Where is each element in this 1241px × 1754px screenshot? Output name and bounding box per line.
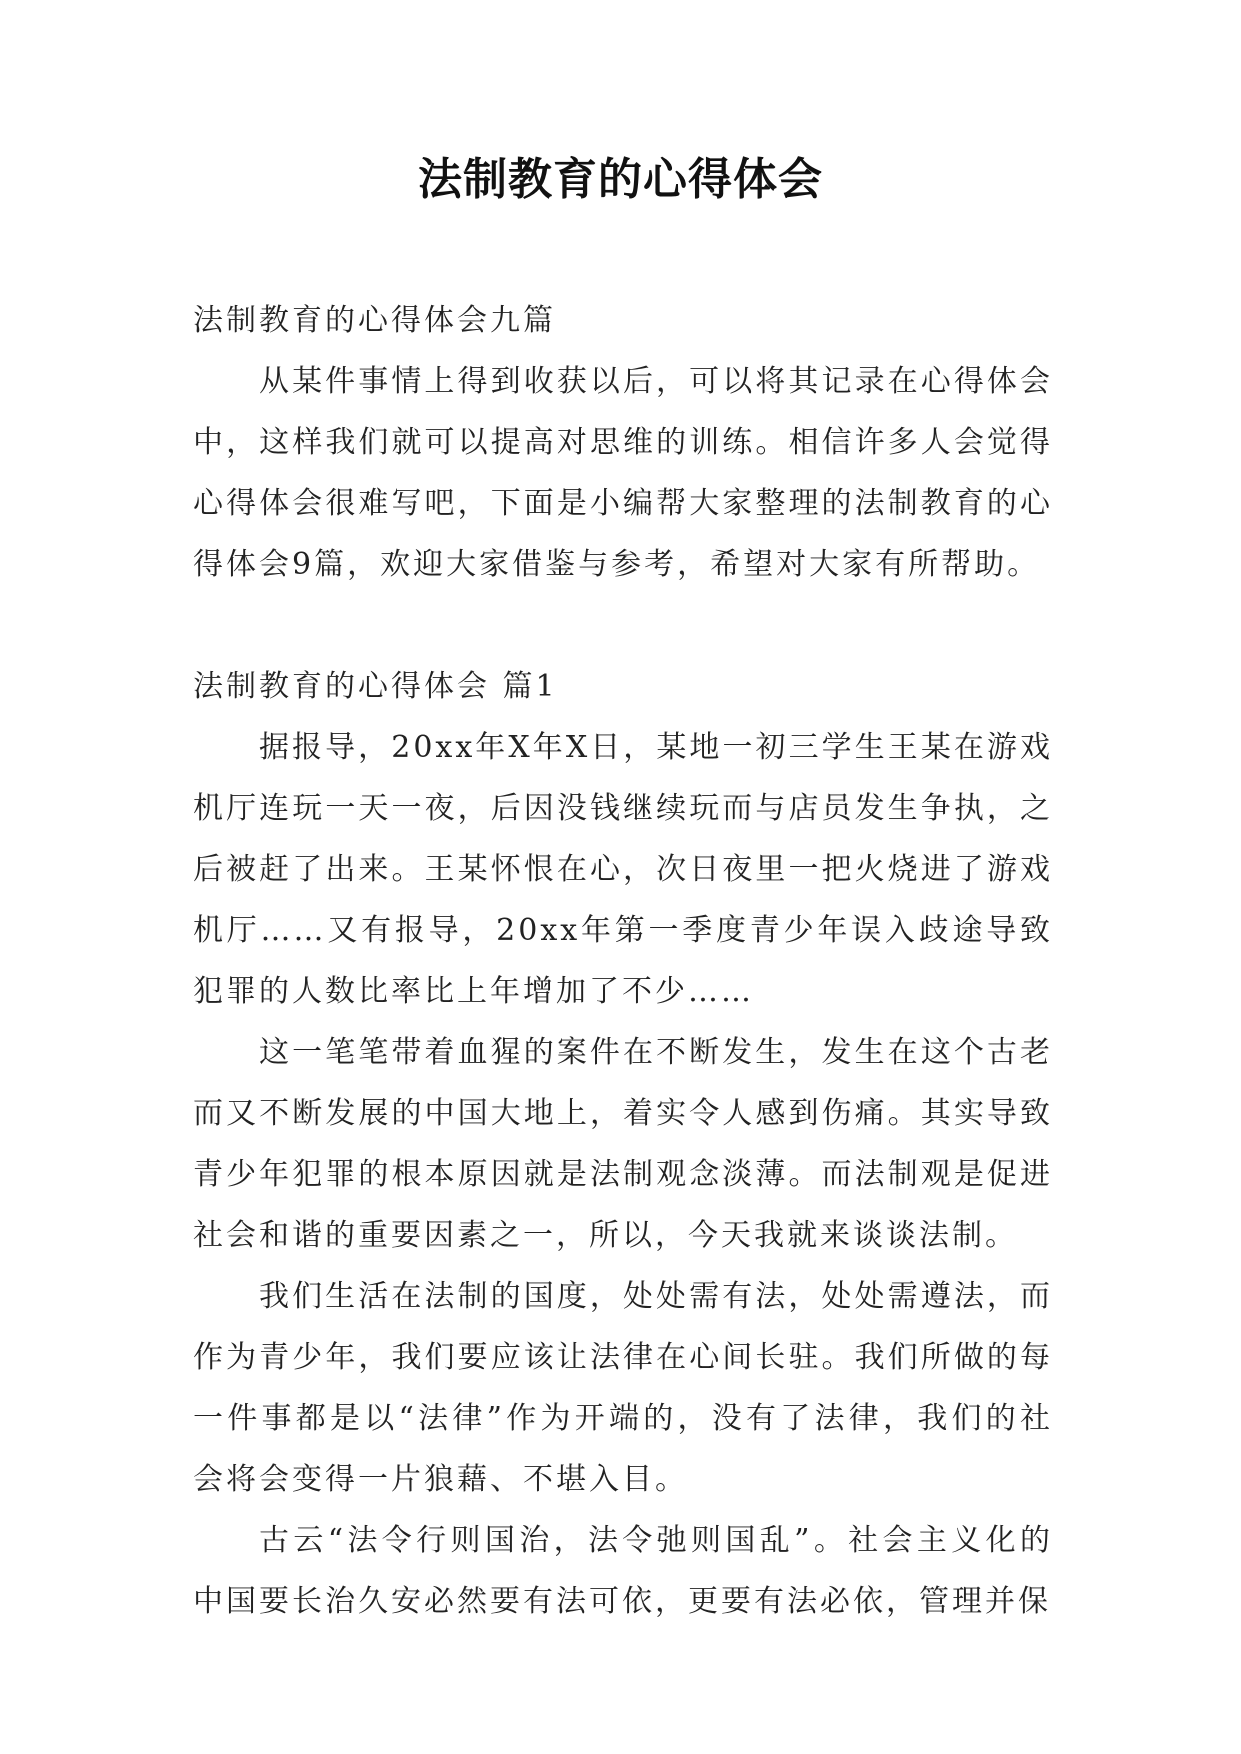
paragraph-gap [193, 595, 1053, 656]
section-paragraph-1: 据报导，20xx年X年X日，某地一初三学生王某在游戏机厅连玩一天一夜，后因没钱继续玩而与店员发生争执，之后被赶了出来。王某怀恨在心，次日夜里一把火烧进了游戏机厅……又有报导，20xx年第一季度青少年误入歧途导致犯罪的人数比率比上年增加了不少…… [193, 730, 1053, 1009]
section-paragraph-4: 古云“法令行则国治，法令弛则国乱”。社会主义化的中国要长治久安必然要有法可依，更要有法必依，管理并保 [193, 1523, 1053, 1619]
document-title: 法制教育的心得体会 [418, 154, 823, 205]
section-heading: 法制教育的心得体会 篇1 [193, 669, 558, 704]
section-paragraph-2: 这一笔笔带着血猩的案件在不断发生，发生在这个古老而又不断发展的中国大地上，着实令人感到伤痛。其实导致青少年犯罪的根本原因就是法制观念淡薄。而法制观是促进社会和谐的重要因素之一，所以，今天我就来谈谈法制。 [193, 1035, 1053, 1253]
document-subtitle: 法制教育的心得体会九篇 [193, 303, 556, 338]
document-body [193, 290, 1053, 1632]
section-paragraph-3: 我们生活在法制的国度，处处需有法，处处需遵法，而作为青少年，我们要应该让法律在心间长驻。我们所做的每一件事都是以“法律”作为开端的，没有了法律，我们的社会将会变得一片狼藉、不堪入目。 [193, 1279, 1053, 1497]
intro-paragraph: 从某件事情上得到收获以后，可以将其记录在心得体会中，这样我们就可以提高对思维的训练。相信许多人会觉得心得体会很难写吧，下面是小编帮大家整理的法制教育的心得体会9篇，欢迎大家借鉴与参考，希望对大家有所帮助。 [193, 364, 1053, 582]
